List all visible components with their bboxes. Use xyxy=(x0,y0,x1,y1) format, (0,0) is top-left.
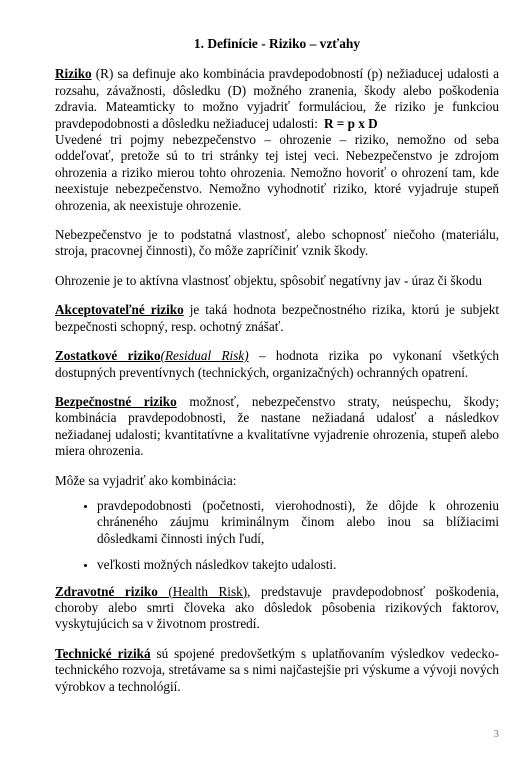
paragraph-text: , predstavuje pravdepodobnosť poškodenia, choroby alebo smrti človeka ako dôsledok pôsobenia rizikových faktorov, vyskytujúcich sa v životnom prostredí. xyxy=(55,583,499,632)
paragraph-riziko xyxy=(55,66,499,132)
page-number: 3 xyxy=(493,728,499,740)
term-riziko: Riziko xyxy=(55,66,92,82)
term-bezpecnostne-riziko: Bezpečnostné riziko xyxy=(55,393,177,409)
term-technicke-rizika: Technické riziká xyxy=(55,645,151,661)
term-akceptovatelne-riziko: Akceptovateľné riziko xyxy=(55,302,184,318)
paragraph-text: sú spojené predovšetkým s uplatňovaním výsledkov vedecko-technického rozvoja, stretávame sa s nimi najčastejšie pri výskume a vývoji nových výrobkov a technológií. xyxy=(55,645,499,694)
paragraph-ohrozenie: Ohrozenie je to aktívna vlastnosť objektu, spôsobiť negatívny jav - úraz či škodu xyxy=(55,272,482,288)
term-residual-risk: (Residual Risk) xyxy=(160,348,249,364)
page-title: 1. Definície - Riziko – vzťahy xyxy=(193,36,361,51)
paragraph-pojmy: Uvedené tri pojmy nebezpečenstvo – ohrozenie – riziko, nemožno od seba oddeľovať, pretože sú to tri stránky tej istej veci. Nebezpečenstvo je zdrojom ohrozenia a riziko mierou tohto ohrozenia. Nemožno hovoriť o ohrození tam, kde neexistuje nebezpečenstvo. Nemožno vyhodnotiť riziko, ktoré vyjadruje stupeň ohrozenia, ak neexistuje ohrozenie. xyxy=(55,132,499,213)
paragraph-text: sa definuje ako kombinácia pravdepodobností (p) nežiaducej udalosti a rozsahu, závažnosti, dôsledku (D) možného zranenia, škody alebo poškodenia zdravia. Mateamticky to možno vyjadriť formuláciou, že riziko je funkciou pravdepodobnosti a dôsledku nežiaducej udalosti: xyxy=(55,66,499,131)
paragraph-text: možnosť, nebezpečenstvo straty, neúspechu, škody; kombinácia pravdepodobnosti, že nastane nežiadaná udalosť a následkov nežiadanej udalosti; kvantitatívne a kvalitatívne vyjadrenie ohrozenia, stupeň alebo miera ohrozenia. xyxy=(55,393,499,459)
paragraph-text: – hodnota rizika po vykonaní všetkých dostupných preventívnych (technických, organizačných) ochranných opatrení. xyxy=(55,348,499,380)
list-item: • veľkosti možných následkov takejto udalosti. xyxy=(97,557,499,573)
term-zdravotne-riziko: Zdravotné riziko xyxy=(55,583,158,599)
risk-formula: R = p x D xyxy=(323,115,378,131)
paragraph-zdravotne-riziko xyxy=(55,584,499,633)
page-content xyxy=(55,36,499,695)
paragraph-akceptovatelne-riziko xyxy=(55,302,499,335)
paragraph-bezpecnostne-riziko xyxy=(55,394,499,460)
paragraph-technicke-rizika xyxy=(55,646,499,695)
paragraph-text: je taká hodnota bezpečnostného rizika, ktorú je subjekt bezpečnosti schopný, resp. ochotný znášať. xyxy=(55,302,500,334)
term-riziko-symbol: (R) xyxy=(91,66,114,82)
bullet-list xyxy=(55,498,499,574)
paragraph-zostatkove-riziko xyxy=(55,348,499,381)
term-health-risk: (Health Risk) xyxy=(157,583,248,599)
list-item: • pravdepodobnosti (početnosti, vierohodnosti), že dôjde k ohrozeniu chráneného záujmu kriminálnym činom alebo inou sa blížiacimi dôsledkami činnosti iných ľudí, xyxy=(97,498,499,547)
paragraph-kombinacia: Môže sa vyjadriť ako kombinácia: xyxy=(55,472,237,488)
paragraph-nebezpecenstvo: Nebezpečenstvo je to podstatná vlastnosť, alebo schopnosť niečoho (materiálu, stroja, pracovnej činnosti), čo môže zapríčiniť vznik škody. xyxy=(55,227,499,259)
term-zostatkove-riziko: Zostatkové riziko xyxy=(55,348,161,364)
